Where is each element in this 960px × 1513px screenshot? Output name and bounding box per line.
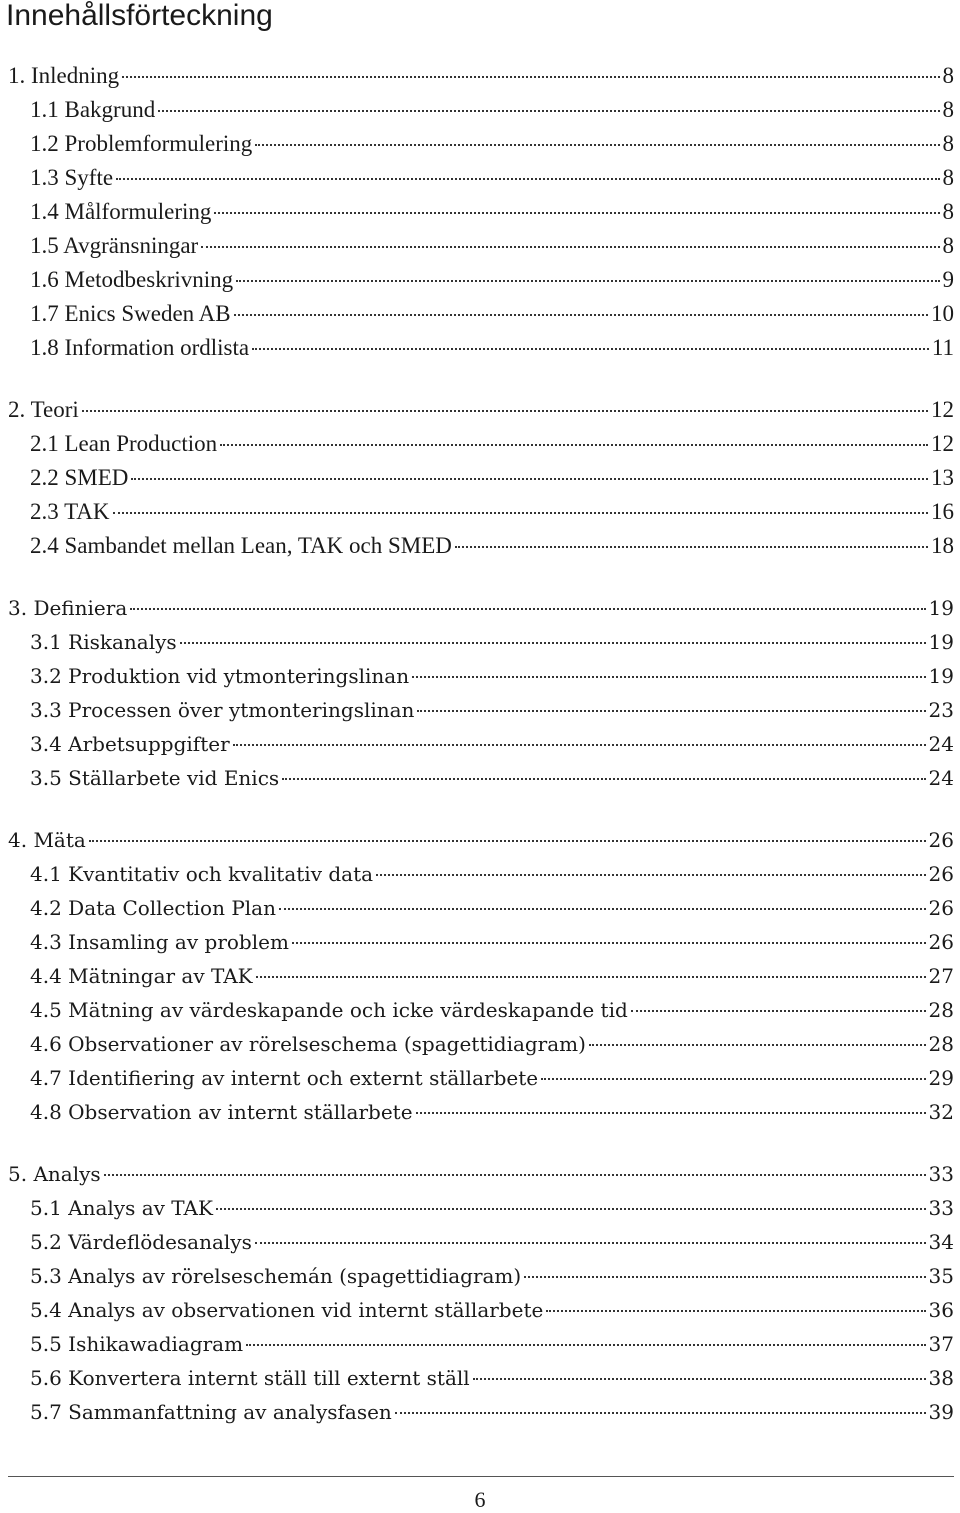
dot-leader — [412, 676, 925, 678]
dot-leader — [631, 1010, 926, 1012]
dot-leader — [131, 478, 928, 480]
dot-leader — [473, 1378, 926, 1380]
toc-subsection-entry[interactable] — [8, 1361, 954, 1395]
dot-leader — [113, 512, 928, 514]
toc-entry-label: 4.4 Mätningar av TAK — [30, 964, 253, 988]
toc-entry-page: 12 — [931, 397, 954, 422]
dot-leader — [130, 608, 925, 610]
toc-entry-page: 8 — [942, 199, 954, 224]
toc-entry-page: 8 — [942, 165, 954, 190]
toc-entry-label: 5.3 Analys av rörelseschemán (spagettidiagram) — [30, 1264, 522, 1288]
toc-subsection-entry[interactable] — [8, 427, 954, 461]
toc-entry-label: 1.1 Bakgrund — [30, 97, 156, 122]
page-number: 6 — [474, 1487, 486, 1512]
toc-entry-page: 32 — [928, 1100, 954, 1124]
toc-entry-page: 28 — [928, 1032, 954, 1056]
toc-entry-label: 5.6 Konvertera internt ställ till externt ställ — [30, 1366, 470, 1390]
toc-chapter-entry[interactable] — [8, 591, 954, 625]
toc-subsection-entry[interactable] — [8, 761, 954, 795]
toc-entry-label: 2.4 Sambandet mellan Lean, TAK och SMED — [30, 533, 452, 558]
toc-entry-page: 29 — [928, 1066, 954, 1090]
toc-entry-label: 3. Definiera — [8, 596, 128, 620]
toc-entry-page: 16 — [931, 499, 954, 524]
toc-section — [8, 1157, 954, 1429]
toc-section — [8, 591, 954, 795]
toc-subsection-entry[interactable] — [8, 1259, 954, 1293]
dot-leader — [524, 1276, 925, 1278]
toc-entry-page: 24 — [928, 766, 954, 790]
toc-entry-page: 8 — [942, 97, 954, 122]
toc-entry-page: 19 — [928, 596, 954, 620]
toc-chapter-entry[interactable] — [8, 393, 954, 427]
toc-entry-label: 5.2 Värdeflödesanalys — [30, 1230, 252, 1254]
toc-entry-page: 8 — [942, 131, 954, 156]
toc-entry-page: 26 — [928, 862, 954, 886]
dot-leader — [546, 1310, 925, 1312]
dot-leader — [279, 908, 926, 910]
toc-subsection-entry[interactable] — [8, 195, 954, 229]
toc-entry-label: 5.4 Analys av observationen vid internt ställarbete — [30, 1298, 544, 1322]
toc-entry-label: 4.5 Mätning av värdeskapande och icke värdeskapande tid — [30, 998, 628, 1022]
dot-leader — [455, 546, 928, 548]
toc-subsection-entry[interactable] — [8, 1293, 954, 1327]
toc-entry-label: 2.2 SMED — [30, 465, 129, 490]
toc-entry-page: 39 — [928, 1400, 954, 1424]
toc-entry-page: 34 — [928, 1230, 954, 1254]
toc-entry-page: 23 — [928, 698, 954, 722]
toc-chapter-entry[interactable] — [8, 1157, 954, 1191]
toc-subsection-entry[interactable] — [8, 1027, 954, 1061]
dot-leader — [220, 444, 928, 446]
toc-subsection-entry[interactable] — [8, 1327, 954, 1361]
toc-entry-page: 33 — [928, 1162, 954, 1186]
toc-chapter-entry[interactable] — [8, 59, 954, 93]
toc-entry-label: 4.7 Identifiering av internt och externt ställarbete — [30, 1066, 539, 1090]
toc-subsection-entry[interactable] — [8, 161, 954, 195]
toc-entry-label: 5.7 Sammanfattning av analysfasen — [30, 1400, 392, 1424]
toc-entry-label: 4.6 Observationer av rörelseschema (spagettidiagram) — [30, 1032, 586, 1056]
dot-leader — [292, 942, 926, 944]
toc-subsection-entry[interactable] — [8, 659, 954, 693]
dot-leader — [236, 280, 939, 282]
dot-leader — [417, 710, 925, 712]
toc-entry-label: 1.7 Enics Sweden AB — [30, 301, 231, 326]
toc-entry-page: 8 — [942, 63, 954, 88]
dot-leader — [541, 1078, 925, 1080]
dot-leader — [376, 874, 926, 876]
toc-entry-label: 1.3 Syfte — [30, 165, 114, 190]
toc-entry-label: 3.2 Produktion vid ytmonteringslinan — [30, 664, 410, 688]
toc-subsection-entry[interactable] — [8, 93, 954, 127]
toc-entry-page: 33 — [928, 1196, 954, 1220]
dot-leader — [589, 1044, 926, 1046]
dot-leader — [122, 76, 939, 78]
toc-entry-page: 13 — [931, 465, 954, 490]
toc-entry-label: 1.6 Metodbeskrivning — [30, 267, 234, 292]
toc-entry-label: 1.4 Målformulering — [30, 199, 212, 224]
toc-subsection-entry[interactable] — [8, 127, 954, 161]
toc-entry-label: 3.5 Ställarbete vid Enics — [30, 766, 280, 790]
dot-leader — [216, 1208, 926, 1210]
toc-entry-page: 10 — [931, 301, 954, 326]
toc-entry-label: 2.3 TAK — [30, 499, 110, 524]
toc-entry-page: 26 — [928, 828, 954, 852]
toc-subsection-entry[interactable] — [8, 727, 954, 761]
dot-leader — [395, 1412, 926, 1414]
toc-subsection-entry[interactable] — [8, 1225, 954, 1259]
toc-entry-page: 28 — [928, 998, 954, 1022]
toc-entry-page: 38 — [928, 1366, 954, 1390]
dot-leader — [256, 976, 926, 978]
toc-entry-page: 26 — [928, 896, 954, 920]
toc-entry-label: 5.5 Ishikawadiagram — [30, 1332, 244, 1356]
toc-entry-label: 5.1 Analys av TAK — [30, 1196, 213, 1220]
toc-subsection-entry[interactable] — [8, 461, 954, 495]
toc-entry-page: 9 — [942, 267, 954, 292]
dot-leader — [234, 314, 928, 316]
toc-entry-page: 8 — [942, 233, 954, 258]
toc-entry-label: 4.8 Observation av internt ställarbete — [30, 1100, 413, 1124]
toc-subsection-entry[interactable] — [8, 959, 954, 993]
dot-leader — [158, 110, 939, 112]
toc-entry-page: 26 — [928, 930, 954, 954]
toc-subsection-entry[interactable] — [8, 993, 954, 1027]
toc-entry-label: 1.5 Avgränsningar — [30, 233, 199, 258]
toc-entry-page: 24 — [928, 732, 954, 756]
toc-entry-label: 4.1 Kvantitativ och kvalitativ data — [30, 862, 374, 886]
toc-entry-page: 19 — [928, 664, 954, 688]
toc-subsection-entry[interactable] — [8, 1395, 954, 1429]
toc-entry-label: 2.1 Lean Production — [30, 431, 218, 456]
toc-entry-label: 3.3 Processen över ytmonteringslinan — [30, 698, 415, 722]
toc-entry-label: 3.1 Riskanalys — [30, 630, 177, 654]
toc-entry-page: 36 — [928, 1298, 954, 1322]
dot-leader — [116, 178, 939, 180]
toc-entry-label: 3.4 Arbetsuppgifter — [30, 732, 230, 756]
toc-entry-page: 18 — [931, 533, 954, 558]
toc-entry-label: 1.2 Problemformulering — [30, 131, 253, 156]
toc-chapter-entry[interactable] — [8, 823, 954, 857]
footer-divider — [8, 1476, 954, 1477]
dot-leader — [255, 1242, 926, 1244]
dot-leader — [282, 778, 925, 780]
dot-leader — [82, 410, 928, 412]
dot-leader — [246, 1344, 925, 1346]
toc-subsection-entry[interactable] — [8, 495, 954, 529]
toc-subsection-entry[interactable] — [8, 625, 954, 659]
dot-leader — [233, 744, 926, 746]
toc-subsection-entry[interactable] — [8, 1191, 954, 1225]
toc-subsection-entry[interactable] — [8, 1095, 954, 1129]
page-title: Innehållsförteckning — [6, 0, 273, 32]
toc-entry-label: 4.3 Insamling av problem — [30, 930, 289, 954]
toc-subsection-entry[interactable] — [8, 331, 954, 365]
toc-subsection-entry[interactable] — [8, 263, 954, 297]
dot-leader — [201, 246, 939, 248]
toc-entry-page: 27 — [928, 964, 954, 988]
dot-leader — [89, 840, 926, 842]
toc-subsection-entry[interactable] — [8, 297, 954, 331]
dot-leader — [104, 1174, 926, 1176]
toc-subsection-entry[interactable] — [8, 1061, 954, 1095]
toc-section — [8, 59, 954, 365]
toc-entry-page: 12 — [931, 431, 954, 456]
toc-entry-label: 1. Inledning — [8, 63, 120, 88]
toc-section — [8, 393, 954, 563]
toc-entry-page: 11 — [931, 335, 954, 360]
toc-subsection-entry[interactable] — [8, 891, 954, 925]
toc-entry-label: 5. Analys — [8, 1162, 101, 1186]
dot-leader — [214, 212, 939, 214]
toc-subsection-entry[interactable] — [8, 693, 954, 727]
table-of-contents — [8, 59, 954, 1429]
toc-subsection-entry[interactable] — [8, 857, 954, 891]
toc-entry-label: 4.2 Data Collection Plan — [30, 896, 276, 920]
toc-section — [8, 823, 954, 1129]
toc-entry-label: 2. Teori — [8, 397, 79, 422]
toc-entry-page: 37 — [928, 1332, 954, 1356]
toc-subsection-entry[interactable] — [8, 229, 954, 263]
toc-entry-label: 1.8 Information ordlista — [30, 335, 250, 360]
dot-leader — [416, 1112, 926, 1114]
toc-subsection-entry[interactable] — [8, 925, 954, 959]
toc-entry-label: 4. Mäta — [8, 828, 86, 852]
dot-leader — [255, 144, 939, 146]
toc-subsection-entry[interactable] — [8, 529, 954, 563]
dot-leader — [252, 348, 929, 350]
dot-leader — [180, 642, 926, 644]
toc-entry-page: 19 — [928, 630, 954, 654]
toc-entry-page: 35 — [928, 1264, 954, 1288]
